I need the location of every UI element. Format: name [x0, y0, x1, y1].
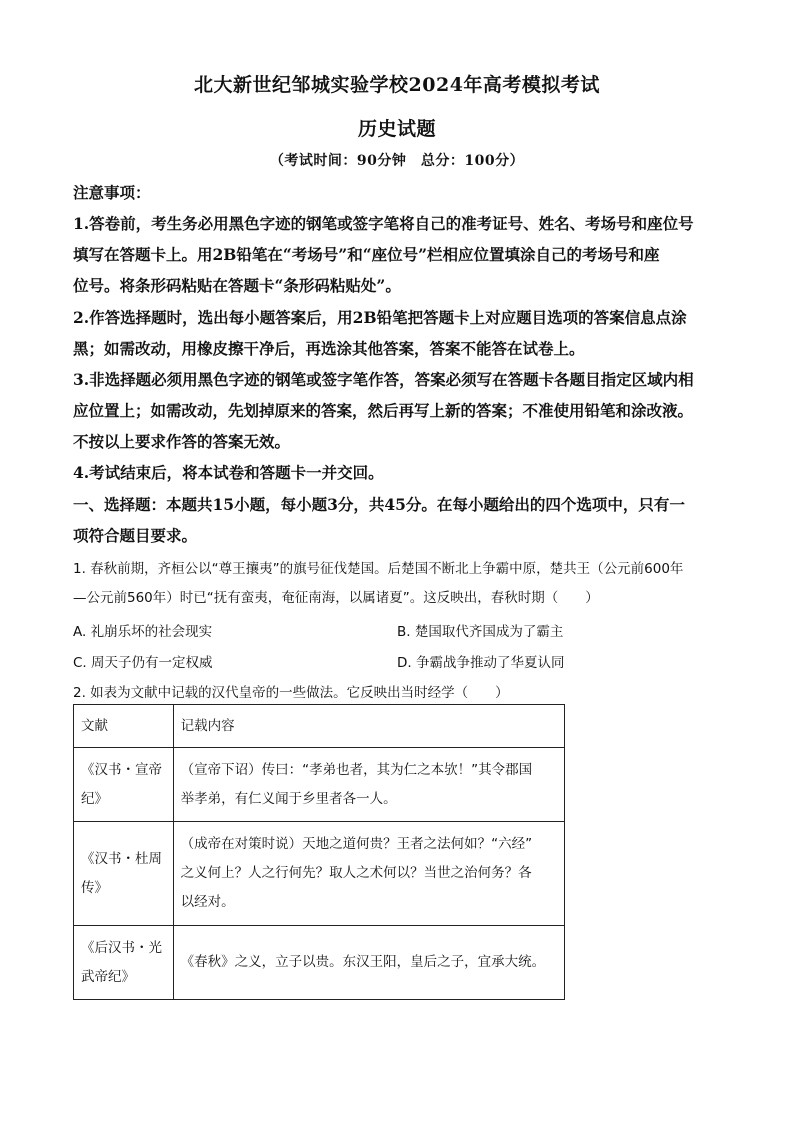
source-table: [73, 704, 565, 1000]
question-1-stem: 1. 春秋前期，齐桓公以“尊王攘夷”的旗号征伐楚国。后楚国不断北上争霸中原，楚共王（公元前600年: [73, 561, 684, 577]
section-heading: 一、选择题：本题共15小题，每小题3分，共45分。在每小题给出的四个选项中，只有一: [73, 495, 685, 514]
notice-line: 黑；如需改动，用橡皮擦干净后，再选涂其他答案，答案不能答在试卷上。: [73, 339, 585, 358]
content-line: 《春秋》之义，立子以贵。东汉王阳，皇后之子，宜承大统。: [180, 954, 546, 970]
table-header-row: [74, 705, 565, 748]
table-cell-source: [74, 748, 174, 822]
content-line: 以经对。: [180, 894, 235, 910]
section-heading: 项符合题目要求。: [73, 526, 198, 545]
notice-line: 2.作答选择题时，选出每小题答案后，用2B铅笔把答题卡上对应题目选项的答案信息点涂: [73, 308, 687, 327]
exam-info: （考试时间：90分钟 总分：100分）: [269, 153, 525, 169]
table-row: [74, 748, 565, 822]
subject-title: 历史试题: [357, 118, 436, 140]
content-line: 之义何上？人之行何先？取人之术何以？当世之治何务？各: [180, 865, 532, 881]
content-line: （成帝在对策时说）天地之道何贵？王者之法何如？“六经”: [180, 836, 533, 852]
table-cell-content: [173, 748, 564, 822]
source-line: 传》: [81, 879, 108, 896]
source-line: 纪》: [81, 790, 108, 807]
table-cell-content: [173, 822, 564, 926]
q1-option-b: B. 楚国取代齐国成为了霸主: [397, 624, 564, 640]
question-2-stem: 2. 如表为文献中记载的汉代皇帝的一些做法。它反映出当时经学（ ）: [73, 685, 509, 701]
table-header-content: 记载内容: [173, 705, 564, 748]
table-row: [74, 926, 565, 1000]
source-line: 《汉书・杜周: [81, 850, 162, 867]
q1-option-a: A. 礼崩乐坏的社会现实: [73, 624, 213, 640]
table-cell-source: [74, 926, 174, 1000]
content-line: 举孝弟，有仁义闻于乡里者各一人。: [180, 790, 397, 807]
q1-option-d: D. 争霸战争推动了华夏认同: [397, 655, 565, 671]
table-header-source: 文献: [74, 705, 174, 748]
exam-title: 北大新世纪邹城实验学校2024年高考模拟考试: [194, 74, 600, 96]
notice-line: 填写在答题卡上。用2B铅笔在“考场号”和“座位号”栏相应位置填涂自己的考场号和座: [73, 245, 660, 264]
table-cell-source: [74, 822, 174, 926]
source-line: 武帝纪》: [81, 968, 135, 985]
notice-heading: 注意事项：: [73, 183, 151, 202]
table-cell-content: [173, 926, 564, 1000]
source-line: 《后汉书・光: [81, 939, 162, 956]
notice-line: 1.答卷前，考生务必用黑色字迹的钢笔或签字笔将自己的准考证号、姓名、考场号和座位号: [73, 214, 694, 233]
source-line: 《汉书・宣帝: [81, 761, 162, 778]
notice-line: 应位置上；如需改动，先划掉原来的答案，然后再写上新的答案；不准使用铅笔和涂改液。: [73, 401, 694, 420]
notice-line: 不按以上要求作答的答案无效。: [73, 432, 291, 451]
q1-option-c: C. 周天子仍有一定权威: [73, 655, 213, 671]
notice-line: 3.非选择题必须用黑色字迹的钢笔或签字笔作答，答案必须写在答题卡各题目指定区域内相: [73, 370, 694, 389]
content-line: （宣帝下诏）传曰：“孝弟也者，其为仁之本欤！”其令郡国: [180, 761, 533, 778]
notice-line: 4.考试结束后，将本试卷和答题卡一并交回。: [73, 463, 384, 482]
notice-line: 位号。将条形码粘贴在答题卡“条形码粘贴处”。: [73, 276, 401, 295]
question-1-stem: —公元前560年）时已“抚有蛮夷，奄征南海，以属诸夏”。这反映出，春秋时期（ ）: [73, 590, 599, 606]
table-row: [74, 822, 565, 926]
